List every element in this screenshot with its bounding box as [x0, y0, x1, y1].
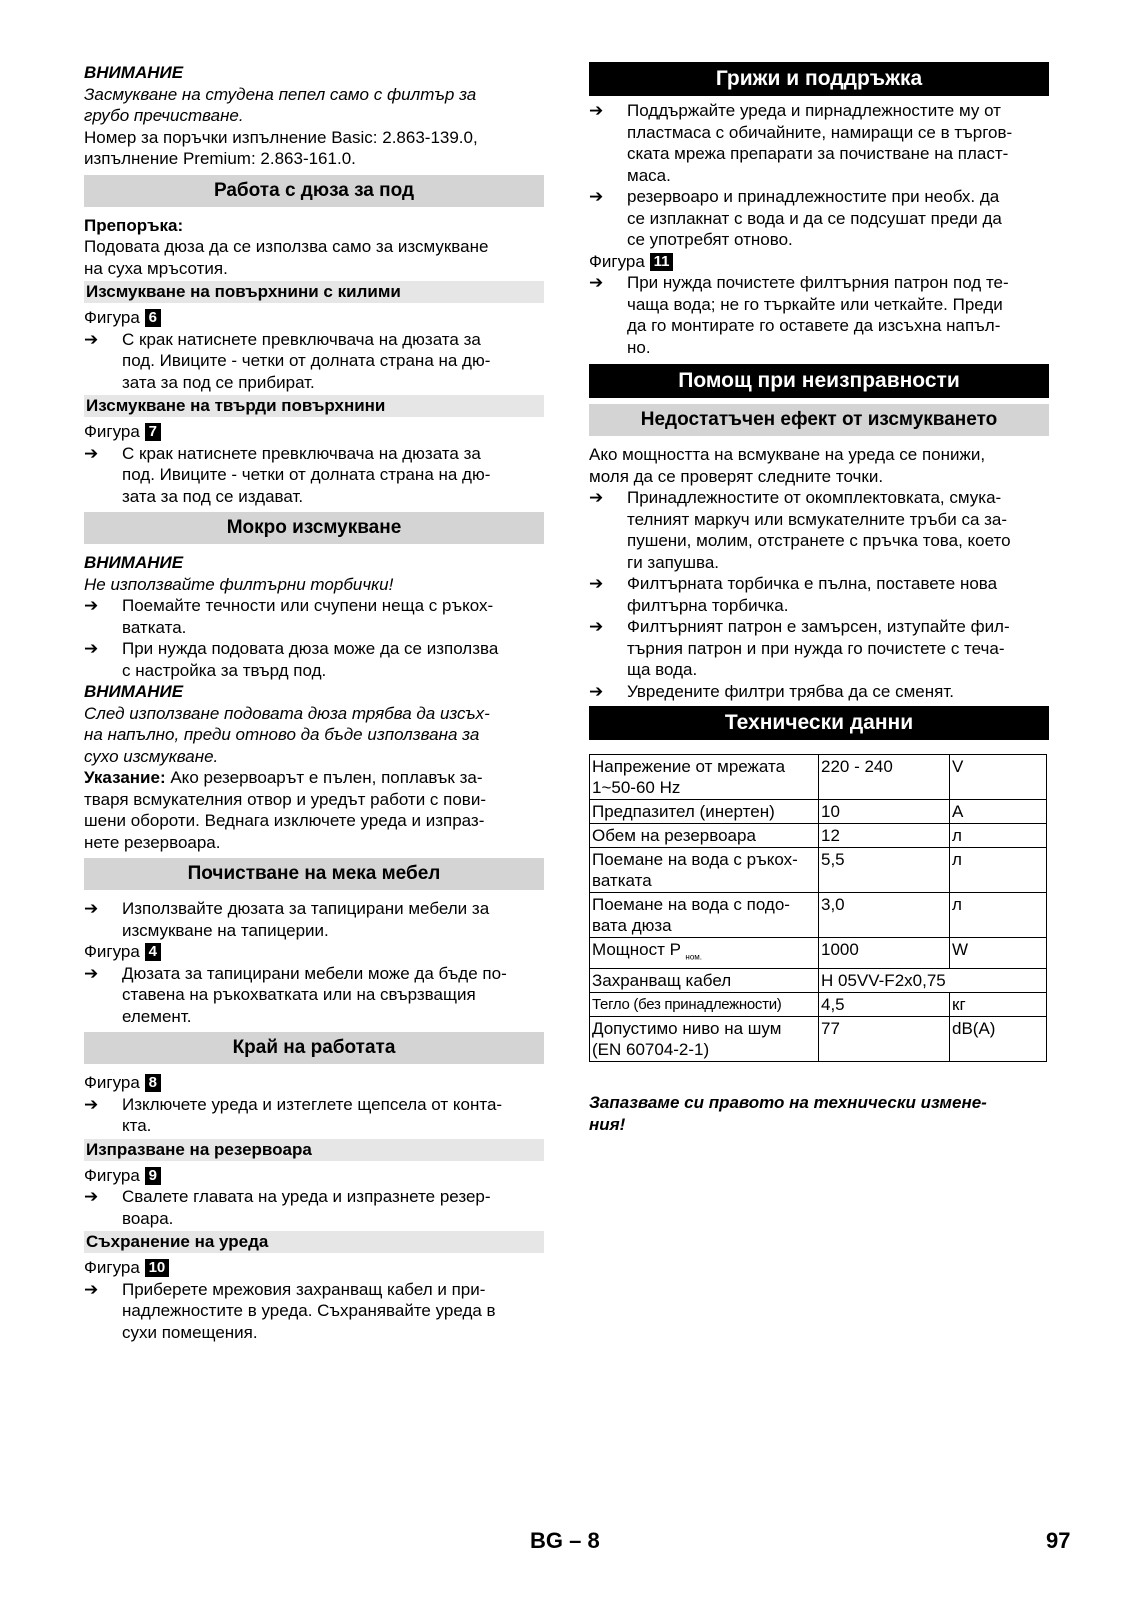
section-heading-care: Грижи и поддръжка [589, 62, 1049, 96]
table-row: Поемане на вода с ръкох- ватката 5,5 л [590, 848, 1047, 893]
bullet-item: ➔ Увредените филтри трябва да се сменят. [589, 681, 954, 701]
arrow-right-icon: ➔ [84, 443, 99, 463]
figure-ref: Фигура 8 [84, 1072, 544, 1094]
arrow-right-icon: ➔ [84, 1279, 99, 1299]
bullet-item: ➔ Приберете мрежовия захранващ кабел и при- надлежностите в уреда. Съхранявайте уреда в сухи помещения. [84, 1279, 496, 1342]
figure-ref: Фигура 7 [84, 421, 544, 443]
bullet-item: ➔ Изключете уреда и изтеглете щепсела от конта- кта. [84, 1094, 503, 1135]
bullet-item: ➔ Използвайте дюзата за тапицирани мебели за изсмукване на тапицерии. [84, 899, 490, 940]
figure-number-badge: 10 [145, 1259, 170, 1277]
figure-ref: Фигура 9 [84, 1165, 544, 1187]
figure-number-badge: 8 [145, 1074, 161, 1092]
figure-number-badge: 6 [145, 309, 161, 327]
arrow-right-icon: ➔ [589, 617, 604, 636]
recommendation-text: на суха мръсотия. [84, 258, 228, 278]
bullet-item: ➔ Дюзата за тапицирани мебели може да бъде по- ставена на ръкохватката или на свързващия елемент. [84, 963, 507, 1026]
subheading-storage: Съхранение на уреда [84, 1231, 544, 1253]
table-row: Тегло (без принадлежности) 4,5 кг [590, 993, 1047, 1017]
subheading-carpets: Изсмукване на повърхнини с килими [84, 281, 544, 303]
arrow-right-icon: ➔ [84, 1187, 99, 1206]
bullet-item: ➔ С крак натиснете превключвача на дюзата за под. Ивиците - четки от долната страна на дю- зата за под се прибират. [84, 329, 491, 392]
footer-language-page: BG – 8 [530, 1528, 600, 1553]
table-row: Захранващ кабел H 05VV-F2x0,75 [590, 969, 1047, 993]
warning-text: Не използвайте филтърни торбички! [84, 574, 394, 594]
table-row: Поемане на вода с подо- вата дюза 3,0 л [590, 893, 1047, 938]
table-row: Напрежение от мрежата 1~50-60 Hz 220 - 240 V [590, 755, 1047, 800]
disclaimer-note: ния! [589, 1114, 626, 1134]
arrow-right-icon: ➔ [589, 574, 604, 593]
left-column [84, 62, 544, 1343]
bullet-item: ➔ Филтърният патрон е замърсен, изтупайте фил- търния патрон и при нужда го почистете с теча- ща вода. [589, 617, 1010, 679]
arrow-right-icon: ➔ [589, 187, 604, 206]
section-heading-technical-data: Технически данни [589, 706, 1049, 740]
figure-ref: Фигура 6 [84, 307, 544, 329]
bullet-item: ➔ Принадлежностите от окомплектовката, смука- телният маркуч или всмукателните тръби са за- пушени, молим, отстранете с пръчка това, което ги запушва. [589, 488, 1011, 572]
technical-data-table [589, 754, 1047, 1062]
figure-number-badge: 11 [650, 253, 674, 271]
warning-title: ВНИМАНИЕ [84, 553, 184, 572]
figure-ref: Фигура 11 [589, 251, 1049, 273]
figure-ref: Фигура 10 [84, 1257, 544, 1279]
bullet-item: ➔ резервоаро и принадлежностите при необх. да се изплакнат с вода и да се подсушат преди да се употребят отново. [589, 187, 1002, 249]
warning-text: Засмукване на студена пепел само с филтър за [84, 84, 477, 104]
bullet-item: ➔ С крак натиснете превключвача на дюзата за под. Ивиците - четки от долната страна на дю- зата за под се издават. [84, 443, 491, 506]
arrow-right-icon: ➔ [84, 596, 99, 615]
order-number-text: Номер за поръчки изпълнение Basic: 2.863-139.0, [84, 127, 478, 147]
arrow-right-icon: ➔ [589, 101, 604, 120]
subheading-empty-tank: Изпразване на резервоара [84, 1139, 544, 1161]
footer-page-number: 97 [1046, 1528, 1071, 1553]
order-number-text: изпълнение Premium: 2.863-161.0. [84, 149, 356, 168]
hint-text: Указание: Ако резервоарът е пълен, поплавък за- [84, 768, 483, 787]
right-column [589, 62, 1049, 1135]
figure-number-badge: 4 [145, 943, 161, 961]
disclaimer-note: Запазваме си правото на технически измене- [589, 1093, 987, 1113]
intro-text: моля да се проверят следните точки. [589, 466, 884, 486]
warning-text: на напълно, преди отново да бъде използвана за [84, 725, 480, 744]
arrow-right-icon: ➔ [589, 681, 604, 701]
arrow-right-icon: ➔ [84, 1094, 99, 1114]
bullet-item: ➔ При нужда почистете филтърния патрон под те- чаща вода; не го търкайте или четкайте. Преди да го монтирате го оставете да изсъхна напъл- но. [589, 273, 1009, 357]
table-row: Предпазител (инертен) 10 A [590, 800, 1047, 824]
recommendation-text: Подовата дюза да се използва само за изсмукване [84, 237, 489, 256]
arrow-right-icon: ➔ [84, 963, 99, 983]
subheading-hard-floors: Изсмукване на твърди повърхнини [84, 395, 544, 417]
warning-title: ВНИМАНИЕ [84, 682, 184, 701]
hint-text: тваря всмукателния отвор и уредът работи с пови- [84, 789, 486, 809]
bullet-item: ➔ Поддържайте уреда и пирнадлежностите му от пластмаса с обичайните, намиращи се в търгов- ската мрежа препарати за почистване на пласт- маса. [589, 101, 1013, 185]
figure-ref: Фигура 4 [84, 941, 544, 963]
table-row: Обем на резервоара 12 л [590, 824, 1047, 848]
bullet-item: ➔ Поемайте течности или счупени неща с ръкох- ватката. [84, 596, 494, 637]
arrow-right-icon: ➔ [84, 639, 99, 658]
section-heading-troubleshooting: Помощ при неизправности [589, 364, 1049, 398]
figure-number-badge: 7 [145, 423, 161, 441]
arrow-right-icon: ➔ [589, 488, 604, 507]
table-row: Допустимо ниво на шум (EN 60704-2-1) 77 dB(A) [590, 1017, 1047, 1062]
figure-number-badge: 9 [145, 1167, 161, 1185]
arrow-right-icon: ➔ [84, 329, 99, 349]
arrow-right-icon: ➔ [84, 899, 99, 918]
intro-text: Ако мощността на всмукване на уреда се понижи, [589, 445, 986, 464]
subheading-insufficient-suction: Недостатъчен ефект от изсмукването [589, 404, 1049, 436]
recommendation-title: Препоръка: [84, 215, 184, 235]
section-heading-floor-nozzle: Работа с дюза за под [84, 175, 544, 207]
warning-title: ВНИМАНИЕ [84, 63, 184, 82]
bullet-item: ➔ При нужда подовата дюза може да се използва с настройка за твърд под. [84, 639, 499, 680]
warning-text: След използване подовата дюза трябва да изсъх- [84, 703, 490, 723]
bullet-item: ➔ Филтърната торбичка е пълна, поставете нова филтърна торбичка. [589, 574, 998, 615]
warning-text: сухо изсмукване. [84, 746, 219, 766]
section-heading-end-of-work: Край на работата [84, 1032, 544, 1064]
bullet-item: ➔ Свалете главата на уреда и изпразнете резер- воара. [84, 1187, 491, 1228]
table-row: Мощност P $_{ном.}$ 1000 W [590, 938, 1047, 969]
warning-text: грубо пречистване. [84, 106, 244, 125]
hint-text: шени обороти. Веднага изключете уреда и изпраз- [84, 811, 485, 830]
arrow-right-icon: ➔ [589, 273, 604, 292]
hint-text: нете резервоара. [84, 832, 221, 852]
section-heading-wet-vacuuming: Мокро изсмукване [84, 512, 544, 544]
section-heading-upholstery: Почистване на мека мебел [84, 858, 544, 890]
